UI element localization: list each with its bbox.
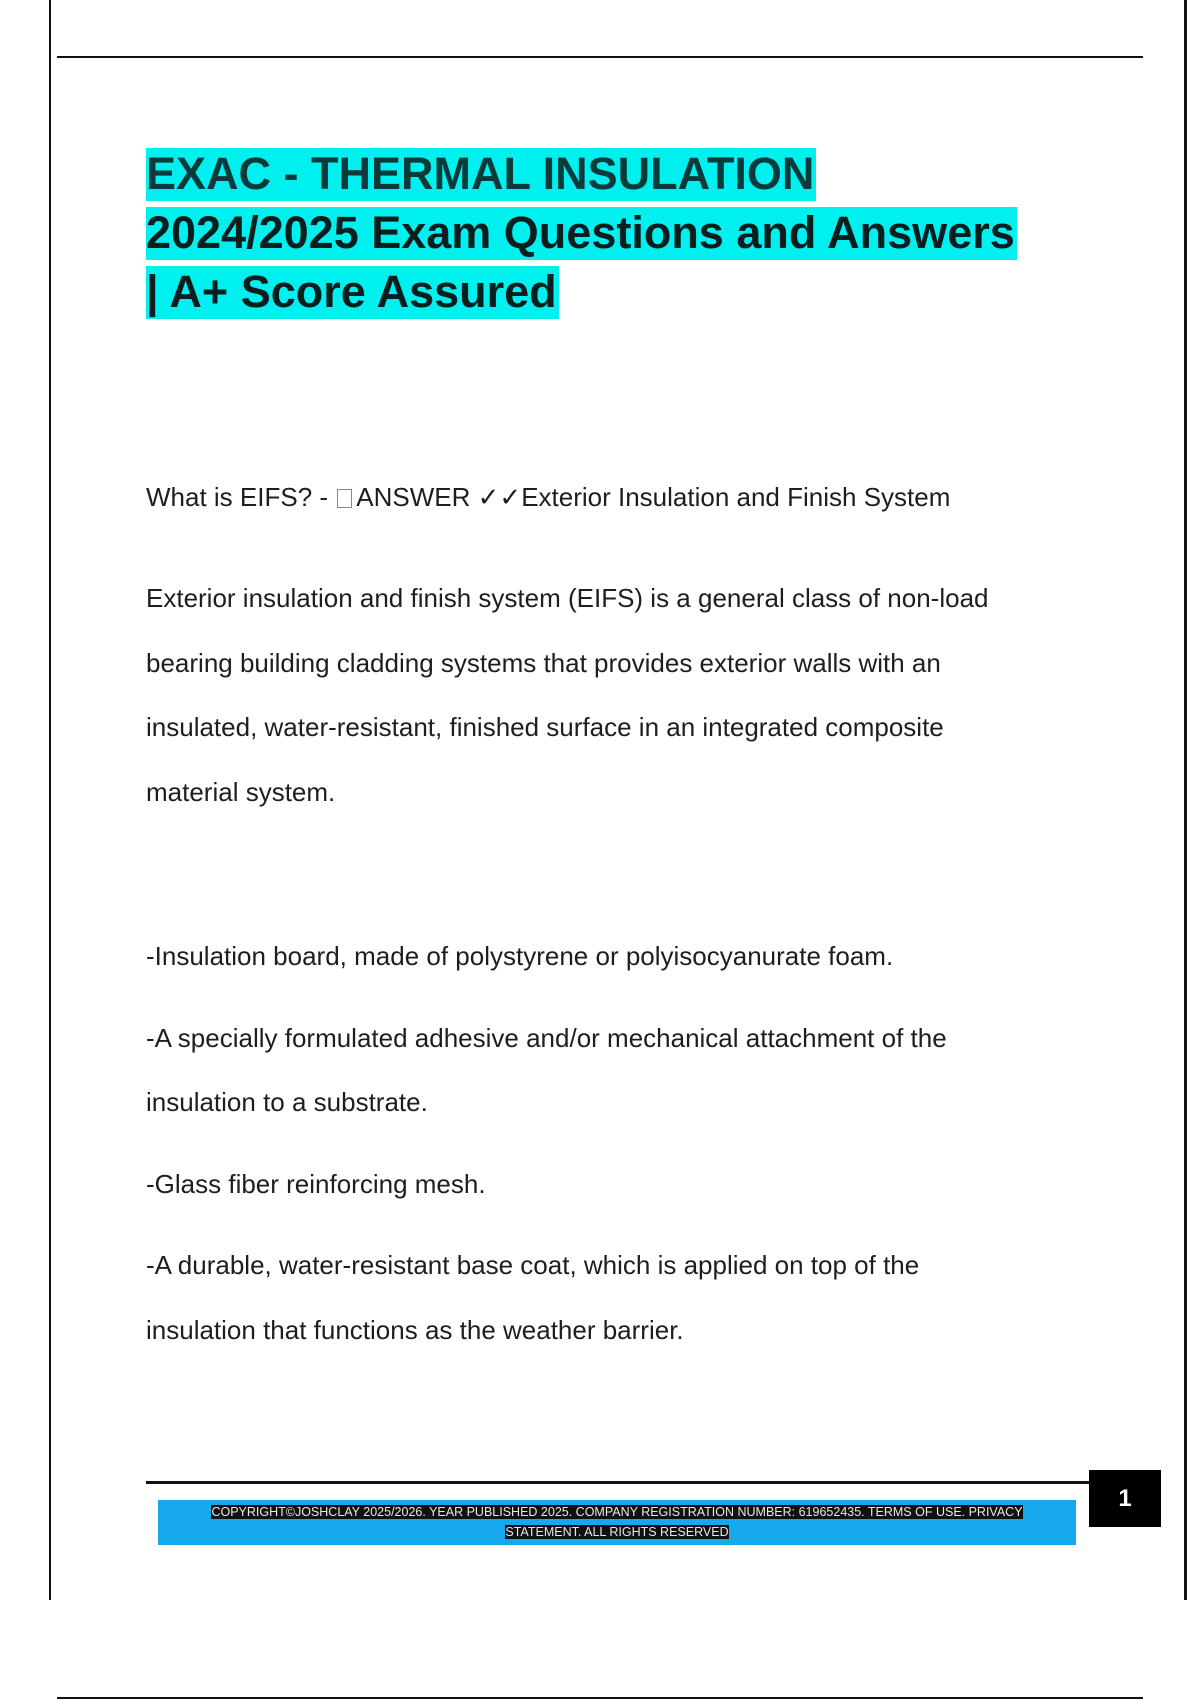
document-title bbox=[146, 144, 1106, 321]
paragraph-line: bearing building cladding systems that provides exterior walls with an bbox=[146, 647, 941, 678]
explanation-paragraph bbox=[146, 566, 1106, 824]
title-line: | A+ Score Assured bbox=[146, 266, 557, 317]
page-right-border bbox=[1184, 0, 1187, 1600]
answer-text: Exterior Insulation and Finish System bbox=[521, 482, 951, 512]
component-list bbox=[146, 924, 1106, 1379]
copyright-notice: COPYRIGHT©JOSHCLAY 2025/2026. YEAR PUBLISHED 2025. COMPANY REGISTRATION NUMBER: 619652435. TERMS OF USE. PRIVACY STATEMENT. ALL RIGHTS RESERVED bbox=[158, 1500, 1076, 1545]
next-page-rule bbox=[57, 1697, 1143, 1699]
question-line bbox=[146, 482, 950, 513]
missing-glyph-icon bbox=[337, 489, 352, 508]
footer-rule bbox=[146, 1481, 1096, 1484]
page-left-border bbox=[49, 0, 51, 1600]
page-number: 1 bbox=[1089, 1470, 1161, 1527]
title-line: 2024/2025 Exam Questions and Answers bbox=[146, 207, 1015, 258]
paragraph-line: material system. bbox=[146, 776, 336, 807]
paragraph-line: insulated, water-resistant, finished surface in an integrated composite bbox=[146, 712, 944, 742]
answer-label: ANSWER ✓✓ bbox=[356, 482, 522, 512]
header-rule bbox=[57, 56, 1143, 58]
list-item: -Insulation board, made of polystyrene or polyisocyanurate foam. bbox=[146, 941, 894, 971]
list-item: -A specially formulated adhesive and/or mechanical attachment of the insulation to a substrate. bbox=[146, 1022, 947, 1117]
list-item: -A durable, water-resistant base coat, which is applied on top of the insulation that functions as the weather barrier. bbox=[146, 1250, 920, 1345]
question-text: What is EIFS? - bbox=[146, 482, 336, 512]
paragraph-line: Exterior insulation and finish system (EIFS) is a general class of non-load bbox=[146, 583, 989, 613]
title-line: EXAC - THERMAL INSULATION bbox=[146, 148, 815, 199]
list-item: -Glass fiber reinforcing mesh. bbox=[146, 1168, 486, 1199]
